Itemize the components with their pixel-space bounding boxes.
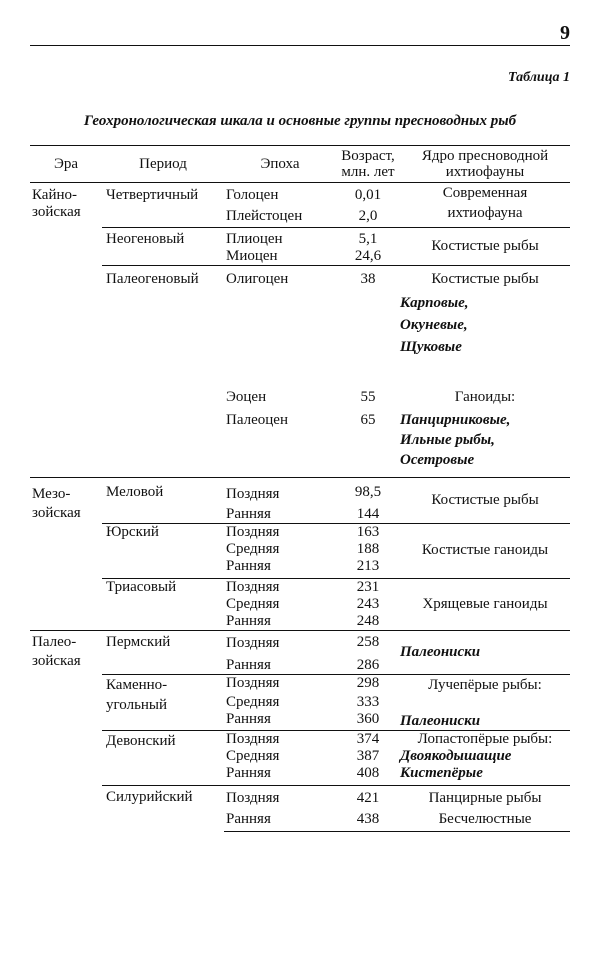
header-fauna-line: ихтиофауны <box>445 164 525 180</box>
fauna-triassic: Хрящевые ганоиды <box>400 578 570 630</box>
age-cell: 24,6 <box>354 247 382 264</box>
age-cell: 5,1 <box>336 227 400 248</box>
age-cell: 231 <box>336 578 400 596</box>
epoch-cell: Ранняя <box>226 557 271 574</box>
age-cell: 421 <box>336 785 400 807</box>
age-cell: 258 <box>336 630 400 652</box>
table-row <box>30 785 570 807</box>
epoch-cell: Поздняя <box>224 630 336 652</box>
period-cretaceous: Меловой <box>102 477 224 523</box>
table-header-row <box>30 146 570 183</box>
header-age-line: Возраст, <box>341 148 395 164</box>
period-triassic: Триасовый <box>102 578 224 630</box>
fauna-jurassic: Костистые ганоиды <box>400 523 570 578</box>
fauna-quaternary: Современная ихтиофауна <box>400 183 570 228</box>
age-cell: 163 <box>336 523 400 541</box>
age-cell: 0,01 <box>336 183 400 205</box>
header-fauna-line: Ядро пресноводной <box>421 148 549 164</box>
table-label: Таблица 1 <box>508 70 570 85</box>
age-cell: 213 <box>356 557 380 574</box>
era-mesozoic: Мезо- зойская <box>30 477 102 630</box>
epoch-cell: Плейстоцен <box>226 208 303 224</box>
period-paleogene: Палеогеновый <box>102 265 224 477</box>
header-era: Эра <box>30 146 102 183</box>
epoch-cell: Эоцен <box>226 389 267 405</box>
fauna-cretaceous: Костистые рыбы <box>400 477 570 523</box>
age-cell: 360 <box>356 710 380 727</box>
table-row <box>30 227 570 248</box>
epoch-cell: Средняя <box>226 540 280 557</box>
table-caption: Геохронологическая шкала и основные группы пресноводных рыб <box>83 113 517 129</box>
table-row <box>30 674 570 694</box>
table-row <box>30 477 570 503</box>
empty-cell <box>224 291 336 385</box>
age-cell: 408 <box>356 764 380 781</box>
epoch-cell: Ранняя <box>226 764 271 781</box>
age-cell: 2,0 <box>358 208 378 224</box>
fauna-devonian-head: Лопастопёрые рыбы: <box>400 730 570 748</box>
age-cell: 438 <box>336 807 400 832</box>
period-jurassic: Юрский <box>102 523 224 578</box>
age-cell: 374 <box>336 730 400 748</box>
fauna-silurian-late: Панцирные рыбы <box>400 785 570 807</box>
epoch-cell: Миоцен <box>226 247 278 264</box>
table-row <box>30 630 570 652</box>
epoch-cell: Поздняя <box>224 730 336 748</box>
period-silurian: Силурийский <box>102 785 224 831</box>
epoch-cell: Ранняя <box>226 656 271 673</box>
epoch-cell: Поздняя <box>224 578 336 596</box>
period-devonian: Девонский <box>102 730 224 785</box>
age-cell: 286 <box>356 656 380 673</box>
epoch-cell: Голоцен <box>224 183 336 205</box>
epoch-cell: Палеоцен <box>226 412 288 428</box>
geochronology-table <box>30 145 570 832</box>
epoch-cell: Поздняя <box>224 674 336 694</box>
table-row <box>30 183 570 205</box>
era-paleozoic: Палео- зойская <box>30 630 102 831</box>
fauna-paleocene-groups: Панцирниковые, Ильные рыбы, Осетровые <box>400 412 511 468</box>
age-cell: 248 <box>356 612 380 629</box>
table-row <box>30 730 570 748</box>
header-fauna <box>400 146 570 183</box>
age-cell: 65 <box>360 412 376 428</box>
page-number: 9 <box>560 22 570 44</box>
fauna-neogene: Костистые рыбы <box>400 227 570 265</box>
age-cell: 387 <box>356 747 380 764</box>
header-rule <box>30 45 570 46</box>
header-epoch: Эпоха <box>224 146 336 183</box>
table-row <box>30 523 570 541</box>
fauna-silurian-early: Бесчелюстные <box>400 807 570 832</box>
age-cell: 188 <box>356 540 380 557</box>
epoch-cell: Поздняя <box>224 523 336 541</box>
age-cell: 298 <box>336 674 400 694</box>
fauna-permian: Палеониски <box>400 630 570 674</box>
header-period: Период <box>102 146 224 183</box>
age-cell: 243 <box>356 595 380 612</box>
epoch-cell: Ранняя <box>226 505 271 522</box>
epoch-cell: Ранняя <box>224 807 336 832</box>
epoch-cell: Средняя <box>226 693 280 710</box>
age-cell: 38 <box>336 265 400 291</box>
fauna-carboniferous-group: Палеониски <box>400 712 481 729</box>
table-row <box>30 578 570 596</box>
fauna-devonian-group: Двоякодышащие <box>400 747 512 764</box>
epoch-cell: Плиоцен <box>224 227 336 248</box>
fauna-devonian-group: Кистепёрые <box>400 764 483 781</box>
age-cell: 333 <box>356 693 380 710</box>
period-carboniferous: Каменно- угольный <box>102 674 224 730</box>
era-cenozoic: Кайно- зойская <box>30 183 102 478</box>
period-neogene: Неогеновый <box>102 227 224 265</box>
epoch-cell: Ранняя <box>226 710 271 727</box>
age-cell: 144 <box>356 505 380 522</box>
header-age <box>336 146 400 183</box>
age-cell: 98,5 <box>336 477 400 503</box>
epoch-cell: Поздняя <box>224 785 336 807</box>
empty-cell <box>336 291 400 385</box>
header-age-line: млн. лет <box>341 164 395 180</box>
fauna-carboniferous-head: Лучепёрые рыбы: <box>400 674 570 694</box>
fauna-oligocene-head: Костистые рыбы <box>400 265 570 291</box>
age-cell: 55 <box>360 389 376 405</box>
period-permian: Пермский <box>102 630 224 674</box>
epoch-cell: Олигоцен <box>224 265 336 291</box>
period-quaternary: Четвертичный <box>102 183 224 228</box>
epoch-cell: Ранняя <box>226 612 271 629</box>
fauna-eocene-head: Ганоиды: <box>454 389 516 405</box>
table-row <box>30 265 570 291</box>
fauna-oligocene-groups: Карповые, Окуневые, Щуковые <box>400 295 469 355</box>
epoch-cell: Средняя <box>226 595 280 612</box>
epoch-cell: Средняя <box>226 747 280 764</box>
epoch-cell: Поздняя <box>224 477 336 503</box>
